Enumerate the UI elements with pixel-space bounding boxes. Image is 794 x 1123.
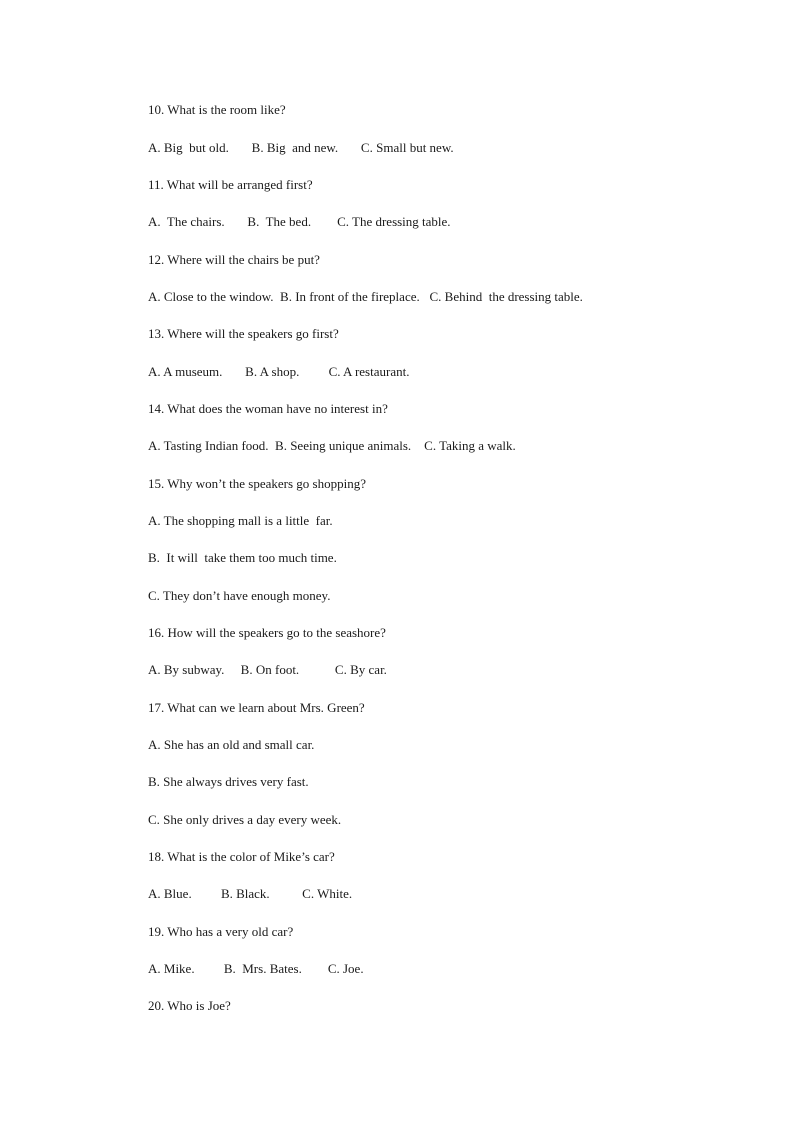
question-14: 14. What does the woman have no interest in? [148, 401, 388, 416]
option-17b: B. She always drives very fast. [148, 774, 309, 789]
question-19: 19. Who has a very old car? [148, 924, 294, 939]
question-15: 15. Why won’t the speakers go shopping? [148, 476, 366, 491]
option-17c: C. She only drives a day every week. [148, 812, 342, 827]
question-13: 13. Where will the speakers go first? [148, 326, 339, 341]
options-14: A. Tasting Indian food. B. Seeing unique animals. C. Taking a walk. [148, 438, 516, 453]
option-15a: A. The shopping mall is a little far. [148, 513, 333, 528]
option-17a: A. She has an old and small car. [148, 737, 315, 752]
question-17: 17. What can we learn about Mrs. Green? [148, 700, 365, 715]
question-18: 18. What is the color of Mike’s car? [148, 849, 335, 864]
question-11: 11. What will be arranged first? [148, 177, 313, 192]
question-12: 12. Where will the chairs be put? [148, 252, 320, 267]
options-13: A. A museum. B. A shop. C. A restaurant. [148, 364, 410, 379]
question-20: 20. Who is Joe? [148, 998, 231, 1013]
option-15b: B. It will take them too much time. [148, 550, 337, 565]
question-16: 16. How will the speakers go to the seashore? [148, 625, 386, 640]
question-10: 10. What is the room like? [148, 102, 286, 117]
options-18: A. Blue. B. Black. C. White. [148, 886, 353, 901]
options-11: A. The chairs. B. The bed. C. The dressing table. [148, 214, 451, 229]
options-12: A. Close to the window. B. In front of the fireplace. C. Behind the dressing table. [148, 289, 583, 304]
options-16: A. By subway. B. On foot. C. By car. [148, 662, 387, 677]
options-19: A. Mike. B. Mrs. Bates. C. Joe. [148, 961, 364, 976]
options-10: A. Big but old. B. Big and new. C. Small but new. [148, 140, 454, 155]
option-15c: C. They don’t have enough money. [148, 588, 331, 603]
